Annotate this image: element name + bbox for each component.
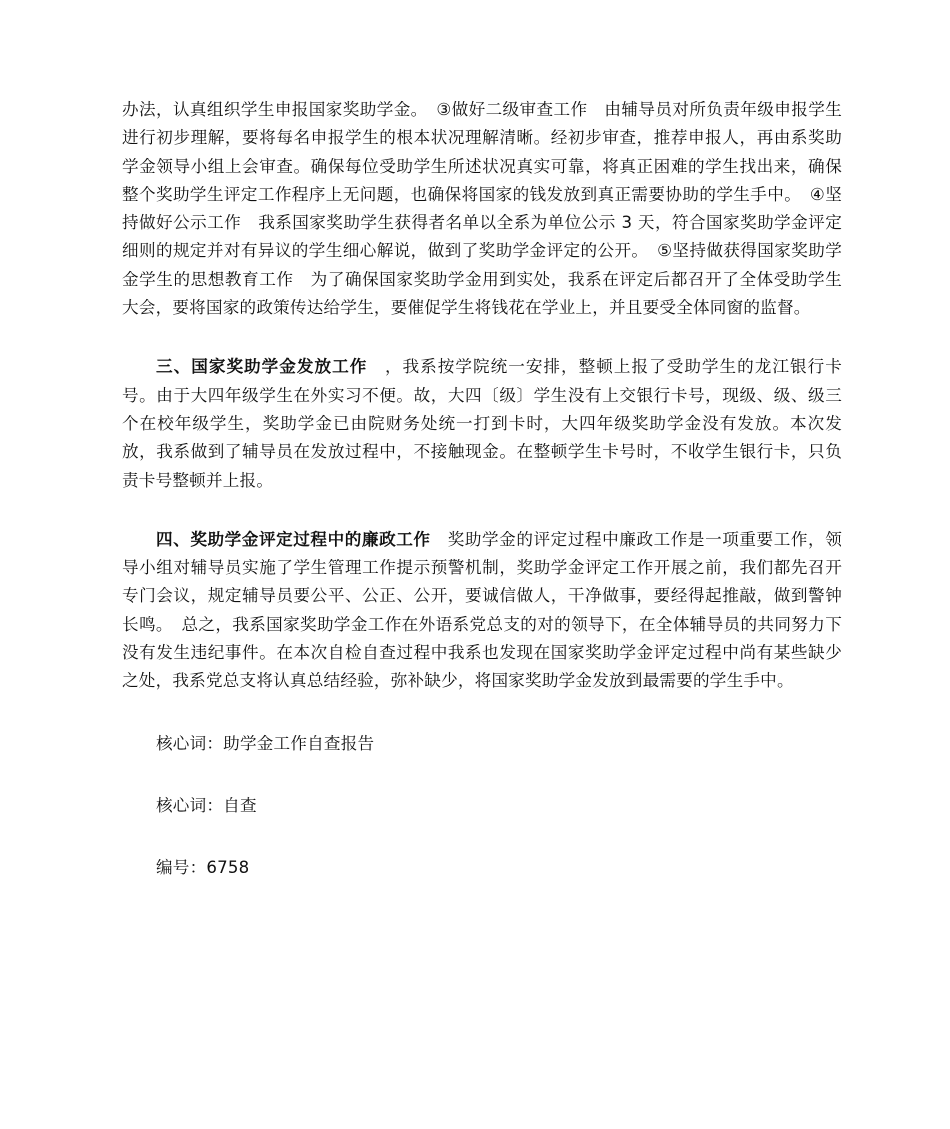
document-number: 编号：6758 <box>156 858 250 878</box>
paragraph-spacer <box>122 322 842 353</box>
paragraph-spacer <box>122 495 842 526</box>
paragraph-spacer <box>122 696 842 730</box>
paragraph-spacer <box>122 758 842 792</box>
paragraph-distribution <box>122 353 842 494</box>
keyword-line-1: 核心词：助学金工作自查报告 <box>156 733 375 753</box>
paragraph-integrity <box>122 526 842 696</box>
section-heading-integrity: 四、奖助学金评定过程中的廉政工作 <box>156 529 431 549</box>
document-body <box>122 96 842 883</box>
section-body-integrity: 奖助学金的评定过程中廉政工作是一项重要工作，领导小组对辅导员实施了学生管理工作提示预警机制，奖助学金评定工作开展之前，我们都先召开专门会议，规定辅导员要公平、公正、公开，要诚信做人，干净做事，要经得起推敲，做到警钟长鸣。 总之，我系国家奖助学金工作在外语系党总支的对的领导下，在全体辅导员的共同努力下没有发生违纪事件。在本次自检自查过程中我系也发现在国家奖助学金评定过程中尚有某些缺少之处，我系党总支将认真总结经验，弥补缺少，将国家奖助学金发放到最需要的学生手中。 <box>122 529 842 691</box>
section-heading-distribution: 三、国家奖助学金发放工作 <box>156 357 368 377</box>
keyword-line-2: 核心词：自查 <box>156 795 257 815</box>
paragraph-spacer <box>122 820 842 854</box>
paragraph-review-and-publicity: 办法，认真组织学生申报国家奖助学金。 ③做好二级审查工作 由辅导员对所负责年级申报学生进行初步理解，要将每名申报学生的根本状况理解清晰。经初步审查，推荐申报人，再由系奖助学金领导小组上会审查。确保每位受助学生所述状况真实可靠，将真正困难的学生找出来，确保整个奖助学生评定工作程序上无问题，也确保将国家的钱发放到真正需要协助的学生手中。 ④坚持做好公示工作 我系国家奖助学生获得者名单以全系为单位公示 3 天，符合国家奖助学金评定细则的规定并对有异议的学生细心解说，做到了奖助学金评定的公开。 ⑤坚持做获得国家奖助学金学生的思想教育工作 为了确保国家奖助学金用到实处，我系在评定后都召开了全体受助学生大会，要将国家的政策传达给学生，要催促学生将钱花在学业上，并且要受全体同窗的监督。 <box>122 100 842 318</box>
section-body-distribution: ，我系按学院统一安排，整顿上报了受助学生的龙江银行卡号。由于大四年级学生在外实习不便。故，大四〔级〕学生没有上交银行卡号，现级、级、级三个在校年级学生，奖助学金已由院财务处统一打到卡时，大四年级奖助学金没有发放。本次发放，我系做到了辅导员在发放过程中，不接触现金。在整顿学生卡号时，不收学生银行卡，只负责卡号整顿并上报。 <box>122 357 842 490</box>
